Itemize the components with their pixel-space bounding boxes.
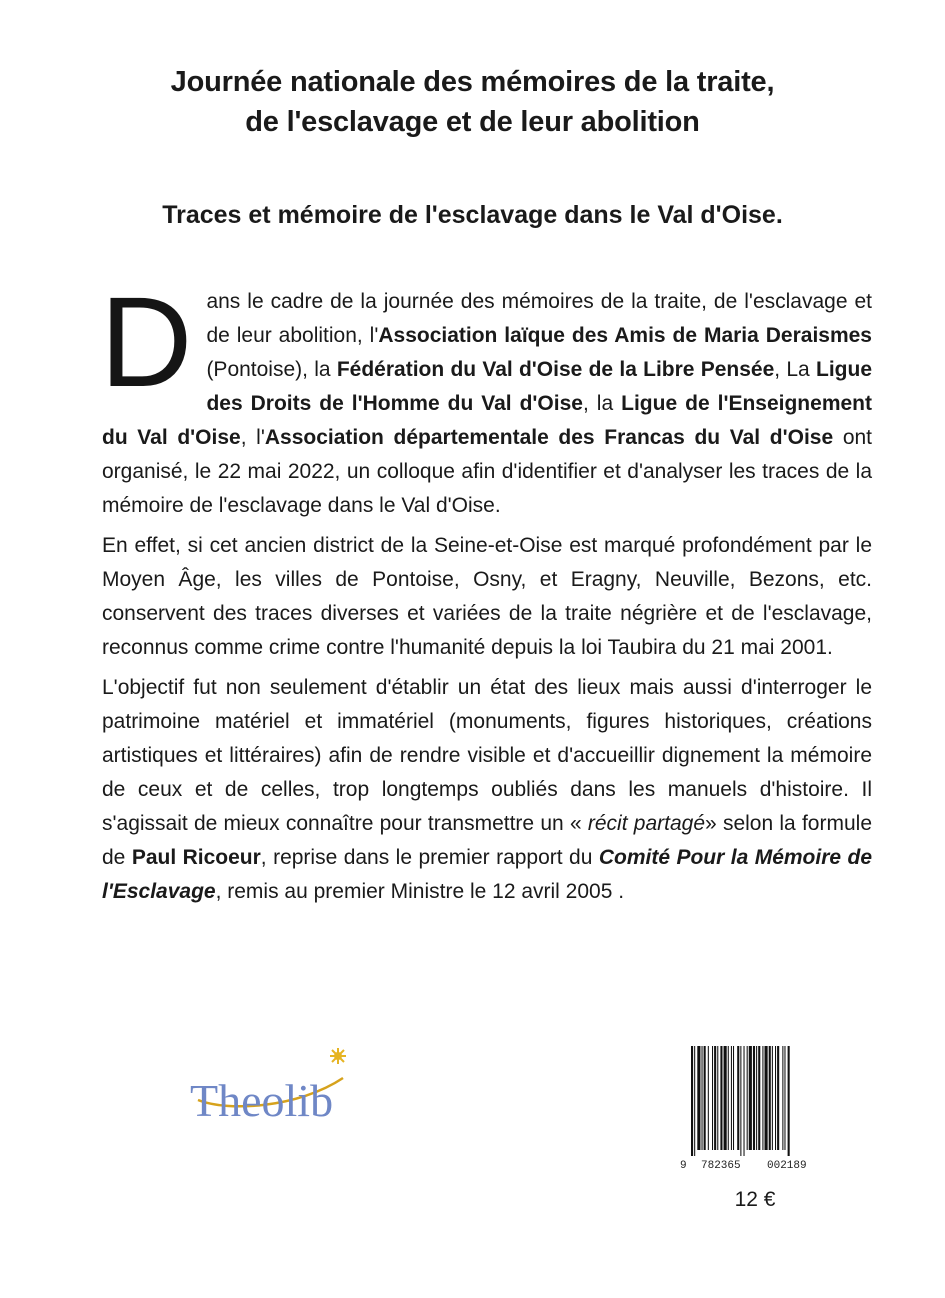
p1-bold-1: Association laïque des Amis de Maria Deraismes (378, 324, 872, 347)
title-line-1: Journée nationale des mémoires de la traite, (170, 66, 775, 98)
barcode-bar (691, 1046, 693, 1156)
p3-text-2: » selon la formule de (102, 812, 872, 869)
page-title (0, 62, 945, 142)
p3-bold-1: Paul Ricoeur (131, 846, 261, 869)
barcode-bar (758, 1046, 760, 1150)
price: 12 € (734, 1188, 776, 1211)
barcode-bar (753, 1046, 755, 1150)
p3-text-1: L'objectif fut non seulement d'établir un état des lieux mais aussi d'interroger le patrimoine matériel et immatériel (monuments, figures historiques, créations artistiques et littéraires) afin de rendre visible et d'accueillir dignement la mémoire de ceux et de celles, trop longtemps oubliés dans les manuels d'histoire. Il s'agissait de mieux connaître pour transmettre un « (102, 676, 872, 835)
p3-italic-1: récit partagé (587, 812, 706, 835)
p3-text-4: , remis au premier Ministre le 12 avril 2005 . (215, 880, 625, 903)
barcode-digits-right: 002189 (767, 1160, 807, 1172)
p3-text-3: , reprise dans le premier rapport du (260, 846, 599, 869)
barcode-bar (712, 1046, 713, 1150)
dropcap: D (100, 271, 193, 414)
barcode-bar (756, 1046, 757, 1150)
barcode-bar (744, 1046, 745, 1156)
barcode-bar (717, 1046, 718, 1150)
barcode-bar (769, 1046, 771, 1150)
body-text (100, 271, 873, 915)
barcode-bar (714, 1046, 716, 1150)
paragraph-3 (102, 671, 872, 909)
barcode-bar (784, 1046, 785, 1150)
barcode-bar (747, 1046, 748, 1150)
p1-text-5: , l' (240, 426, 265, 449)
p1-text-3: , La (774, 358, 816, 381)
p1-text-2: (Pontoise), la (206, 358, 337, 381)
barcode-bar (728, 1046, 729, 1150)
barcode-bar (772, 1046, 773, 1150)
publisher-logo (188, 1030, 388, 1130)
p1-bold-2: Fédération du Val d'Oise de la Libre Pensée (336, 358, 775, 381)
p1-text-4: , la (582, 392, 622, 415)
barcode-bar (777, 1046, 779, 1150)
barcode-digits-left: 782365 (701, 1160, 741, 1172)
barcode-bar (694, 1046, 695, 1156)
barcode-bar (731, 1046, 732, 1150)
barcode-bar (720, 1046, 722, 1150)
barcode-bar (708, 1046, 709, 1150)
barcode-graphic (679, 1044, 824, 1172)
barcode (679, 1044, 824, 1172)
barcode-bar (749, 1046, 752, 1150)
theolib-logo-svg (188, 1030, 388, 1130)
star-icon (330, 1048, 346, 1064)
p1-text-1: ans le cadre de la journée des mémoires de la traite, de l'esclavage et de leur abolition, l' (206, 290, 872, 347)
p1-bold-4: Ligue de l'Enseignement du Val d'Oise (102, 392, 872, 449)
barcode-bar (724, 1046, 727, 1150)
barcode-bar (782, 1046, 783, 1150)
barcode-digit-first: 9 (680, 1160, 687, 1172)
barcode-bar (733, 1046, 734, 1150)
paragraph-1 (100, 271, 873, 523)
barcode-bar (737, 1046, 739, 1150)
barcode-bar (788, 1046, 790, 1156)
barcode-bar (765, 1046, 768, 1150)
barcode-bar (775, 1046, 776, 1150)
barcode-bar (762, 1046, 763, 1150)
barcode-bar (740, 1046, 741, 1156)
p3-bold-italic-1: Comité Pour la Mémoire de l'Esclavage (102, 846, 873, 903)
p1-text-6: ont organisé, le 22 mai 2022, un colloque afin d'identifier et d'analyser les traces de la mémoire de l'esclavage dans le Val d'Oise. (102, 426, 873, 517)
barcode-bar (704, 1046, 706, 1150)
subtitle: Traces et mémoire de l'esclavage dans le Val d'Oise. (162, 201, 783, 229)
p1-bold-5: Association départementale des Francas du Val d'Oise (264, 426, 834, 449)
logo-text: Theolib (190, 1075, 334, 1126)
barcode-bar (697, 1046, 700, 1150)
paragraph-2: En effet, si cet ancien district de la Seine-et-Oise est marqué profondément par le Moyen Âge, les villes de Pontoise, Osny, et Eragny, Neuville, Bezons, etc. conservent des traces diverses et variées de la traite négrière et de l'esclavage, reconnus comme crime contre l'humanité depuis la loi Taubira du 21 mai 2001. (102, 534, 872, 659)
barcode-bar (702, 1046, 703, 1150)
p1-bold-3: Ligue des Droits de l'Homme du Val d'Oise (206, 358, 872, 415)
title-line-2: de l'esclavage et de leur abolition (245, 106, 700, 138)
